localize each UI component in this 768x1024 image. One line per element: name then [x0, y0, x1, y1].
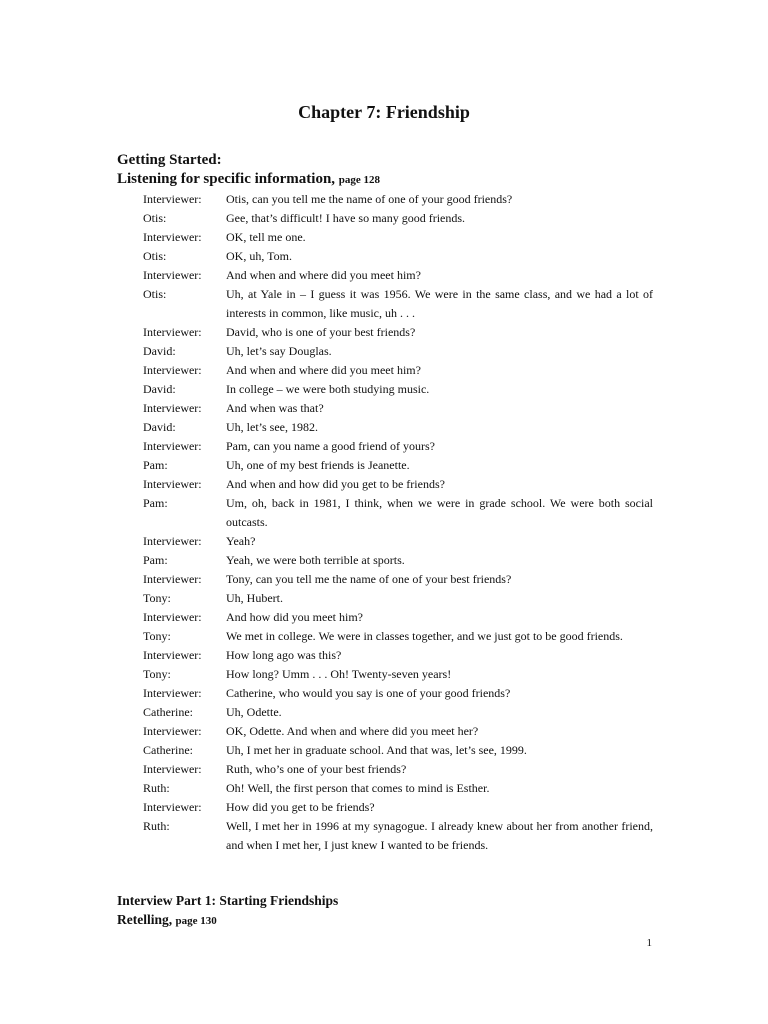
dialogue-row — [143, 190, 653, 209]
speech-text: And when and where did you meet him? — [226, 363, 421, 377]
speaker-label: Pam: — [143, 458, 168, 472]
speaker-label: Interviewer: — [143, 648, 202, 662]
dialogue-row — [143, 418, 653, 437]
dialogue-row — [143, 570, 653, 589]
speaker-label: Interviewer: — [143, 572, 202, 586]
speech-text: Uh, Hubert. — [226, 591, 283, 605]
dialogue-row — [143, 646, 653, 665]
page-ref-128: page 128 — [338, 174, 381, 186]
dialogue-row — [143, 703, 653, 722]
speaker-label: Ruth: — [143, 819, 170, 833]
speaker-label: Otis: — [143, 211, 167, 225]
dialogue-row — [143, 665, 653, 684]
dialogue-row — [143, 380, 653, 399]
dialogue-row — [143, 285, 653, 323]
speech-text: OK, Odette. And when and where did you meet her? — [226, 724, 479, 738]
speech-text: OK, tell me one. — [226, 230, 306, 244]
interview-transcript — [143, 190, 653, 855]
speech-text: How long? Umm . . . Oh! Twenty-seven years! — [226, 667, 452, 681]
speaker-label: David: — [143, 420, 176, 434]
speech-text: Uh, Odette. — [226, 705, 282, 719]
speaker-label: Interviewer: — [143, 363, 202, 377]
speaker-label: David: — [143, 382, 176, 396]
dialogue-row — [143, 627, 653, 646]
dialogue-row — [143, 551, 653, 570]
dialogue-row — [143, 266, 653, 285]
dialogue-row — [143, 494, 653, 532]
dialogue-row — [143, 323, 653, 342]
speaker-label: Interviewer: — [143, 477, 202, 491]
speech-text: We met in college. We were in classes together, and we just got to be good friends. — [226, 629, 623, 643]
speech-text: Tony, can you tell me the name of one of your best friends? — [226, 572, 512, 586]
speech-text: And when and how did you get to be friends? — [226, 477, 445, 491]
dialogue-row — [143, 228, 653, 247]
dialogue-row — [143, 760, 653, 779]
speaker-label: Interviewer: — [143, 268, 202, 282]
speaker-label: Otis: — [143, 287, 167, 301]
subheading-listening — [117, 171, 380, 188]
speaker-label: Interviewer: — [143, 534, 202, 548]
page-ref-130: page 130 — [175, 915, 217, 927]
speech-text: Uh, let’s say Douglas. — [226, 344, 332, 358]
speech-text: Yeah? — [226, 534, 256, 548]
speaker-label: Interviewer: — [143, 610, 202, 624]
speaker-label: Interviewer: — [143, 762, 202, 776]
speaker-label: Interviewer: — [143, 686, 202, 700]
dialogue-row — [143, 342, 653, 361]
speaker-label: Interviewer: — [143, 325, 202, 339]
speaker-label: Interviewer: — [143, 401, 202, 415]
dialogue-row — [143, 589, 653, 608]
speech-text: Yeah, we were both terrible at sports. — [226, 553, 405, 567]
speaker-label: David: — [143, 344, 176, 358]
page-number: 1 — [646, 937, 652, 949]
dialogue-row — [143, 361, 653, 380]
speech-text: Oh! Well, the first person that comes to mind is Esther. — [226, 781, 490, 795]
speaker-label: Catherine: — [143, 705, 193, 719]
speaker-label: Pam: — [143, 496, 168, 510]
speaker-label: Tony: — [143, 591, 171, 605]
speech-text: Uh, I met her in graduate school. And that was, let’s see, 1999. — [226, 743, 527, 757]
speaker-label: Pam: — [143, 553, 168, 567]
speaker-label: Interviewer: — [143, 192, 202, 206]
dialogue-row — [143, 722, 653, 741]
speech-text: Uh, let’s see, 1982. — [226, 420, 318, 434]
dialogue-row — [143, 741, 653, 760]
dialogue-row — [143, 684, 653, 703]
speaker-label: Ruth: — [143, 781, 170, 795]
speaker-label: Tony: — [143, 629, 171, 643]
speech-text: In college – we were both studying music. — [226, 382, 430, 396]
subheading-listening-text: Listening for specific information, — [117, 171, 336, 187]
dialogue-row — [143, 532, 653, 551]
speaker-label: Interviewer: — [143, 230, 202, 244]
speech-text: Uh, one of my best friends is Jeanette. — [226, 458, 410, 472]
dialogue-row — [143, 209, 653, 228]
subheading-retelling-text: Retelling, — [117, 912, 173, 927]
speech-text: Otis, can you tell me the name of one of your good friends? — [226, 192, 513, 206]
dialogue-row — [143, 437, 653, 456]
speaker-label: Interviewer: — [143, 800, 202, 814]
dialogue-row — [143, 817, 653, 855]
speech-text: How did you get to be friends? — [226, 800, 375, 814]
dialogue-row — [143, 456, 653, 475]
speech-text: David, who is one of your best friends? — [226, 325, 416, 339]
speaker-label: Interviewer: — [143, 724, 202, 738]
section-heading-getting-started: Getting Started: — [117, 152, 222, 168]
chapter-title: Chapter 7: Friendship — [298, 102, 470, 122]
speech-text: Um, oh, back in 1981, I think, when we were in grade school. We were both social outcasts. — [226, 496, 653, 529]
dialogue-row — [143, 608, 653, 627]
speaker-label: Catherine: — [143, 743, 193, 757]
speaker-label: Otis: — [143, 249, 167, 263]
speaker-label: Interviewer: — [143, 439, 202, 453]
dialogue-row — [143, 779, 653, 798]
dialogue-row — [143, 798, 653, 817]
speech-text: And when and where did you meet him? — [226, 268, 421, 282]
speech-text: Catherine, who would you say is one of your good friends? — [226, 686, 511, 700]
speech-text: Pam, can you name a good friend of yours? — [226, 439, 435, 453]
speech-text: Gee, that’s difficult! I have so many good friends. — [226, 211, 466, 225]
speech-text: How long ago was this? — [226, 648, 342, 662]
speech-text: And when was that? — [226, 401, 324, 415]
section-heading-interview-part1: Interview Part 1: Starting Friendships — [117, 893, 339, 908]
speaker-label: Tony: — [143, 667, 171, 681]
speech-text: And how did you meet him? — [226, 610, 363, 624]
subheading-retelling — [117, 912, 217, 928]
dialogue-row — [143, 399, 653, 418]
speech-text: Well, I met her in 1996 at my synagogue. I already knew about her from another friend, and when I met her, I just knew I wanted to be friends. — [226, 819, 653, 852]
dialogue-row — [143, 247, 653, 266]
speech-text: Uh, at Yale in – I guess it was 1956. We were in the same class, and we had a lot of interests in common, like music, uh . . . — [226, 287, 653, 320]
speech-text: OK, uh, Tom. — [226, 249, 292, 263]
dialogue-row — [143, 475, 653, 494]
speech-text: Ruth, who’s one of your best friends? — [226, 762, 407, 776]
